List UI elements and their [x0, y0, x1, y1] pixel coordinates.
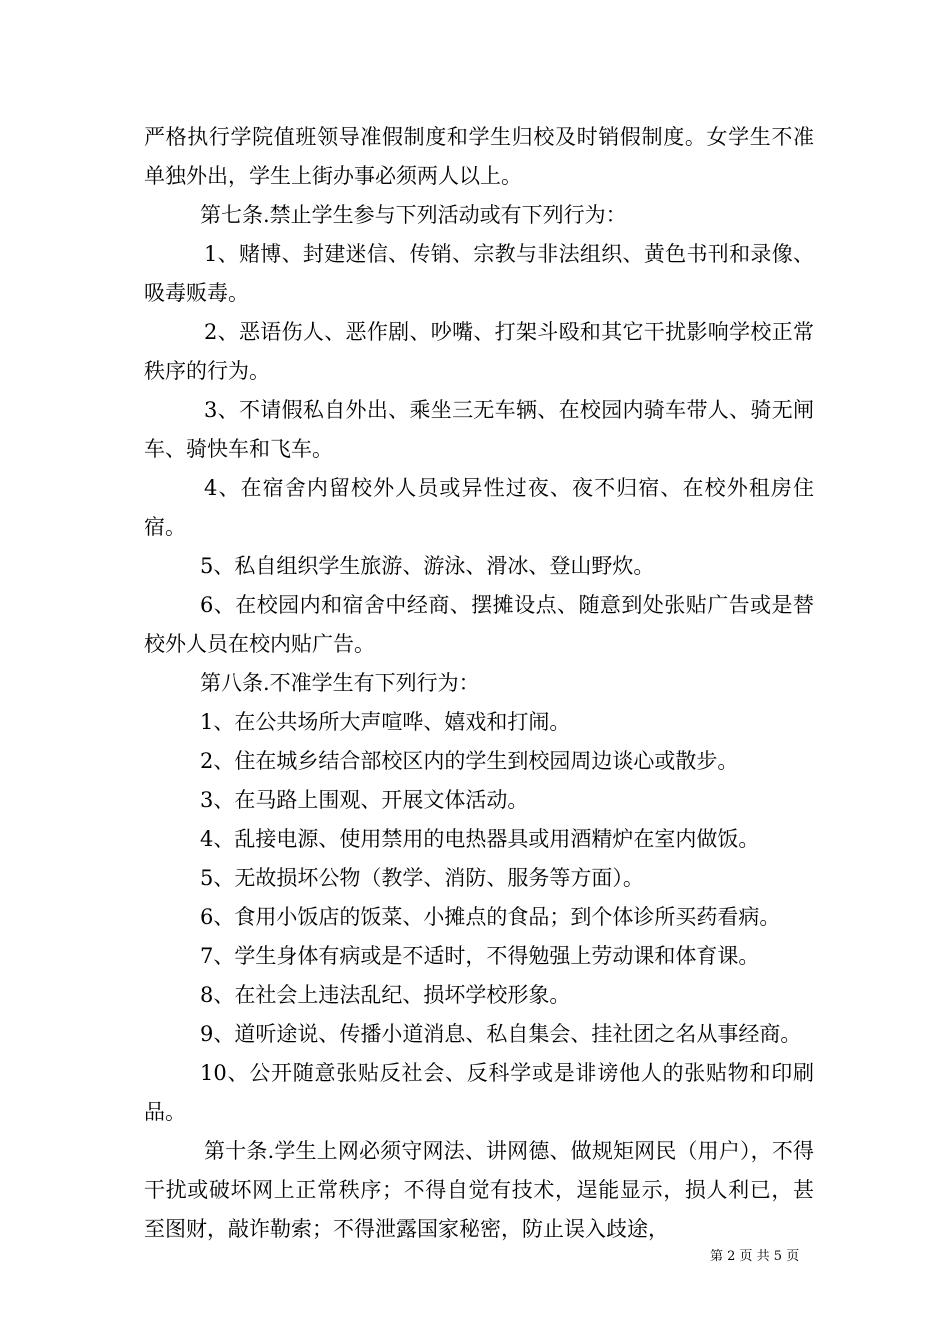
paragraph-1: 严格执行学院值班领导准假制度和学生归校及时销假制度。女学生不准单独外出，学生上街办事必须两人以上。: [144, 125, 814, 188]
document-body: [144, 118, 814, 1249]
article-7-heading: 第七条.禁止学生参与下列活动或有下列行为：: [200, 203, 627, 227]
article-7-item-1: 1、赌博、封建迷信、传销、宗教与非法组织、黄色书刊和录像、吸毒贩毒。: [144, 242, 814, 305]
article-7-item-4: 4、在宿舍内留校外人员或异性过夜、夜不归宿、在校外租房住宿。: [144, 476, 814, 539]
article-7-item-3: 3、不请假私自外出、乘坐三无车辆、在校园内骑车带人、骑无闸车、骑快车和飞车。: [144, 398, 814, 461]
article-7-item-5: 5、私自组织学生旅游、游泳、滑冰、登山野炊。: [200, 554, 655, 578]
page-number-footer: 第 2 页 共 5 页: [710, 1249, 800, 1264]
article-8-item-2: 2、住在城乡结合部校区内的学生到校园周边谈心或散步。: [200, 749, 739, 773]
article-8-heading: 第八条.不准学生有下列行为：: [200, 671, 480, 695]
article-8-item-10: 10、公开随意张贴反社会、反科学或是诽谤他人的张贴物和印刷品。: [144, 1061, 814, 1124]
article-7-item-6: 6、在校园内和宿舍中经商、摆摊设点、随意到处张贴广告或是替校外人员在校内贴广告。: [144, 593, 814, 656]
article-8-item-5: 5、无故损坏公物（教学、消防、服务等方面）。: [200, 866, 644, 890]
article-8-item-4: 4、乱接电源、使用禁用的电热器具或用酒精炉在室内做饭。: [200, 827, 760, 851]
article-8-item-7: 7、学生身体有病或是不适时，不得勉强上劳动课和体育课。: [200, 944, 760, 968]
article-8-item-1: 1、在公共场所大声喧哗、嬉戏和打闹。: [200, 710, 571, 734]
article-8-item-6: 6、食用小饭店的饭菜、小摊点的食品；到个体诊所买药看病。: [200, 905, 781, 929]
article-8-item-3: 3、在马路上围观、开展文体活动。: [200, 788, 529, 812]
article-8-item-9: 9、道听途说、传播小道消息、私自集会、挂社团之名从事经商。: [200, 1022, 802, 1046]
article-7-item-2: 2、恶语伤人、恶作剧、吵嘴、打架斗殴和其它干扰影响学校正常秩序的行为。: [144, 320, 814, 383]
article-8-item-8: 8、在社会上违法乱纪、损坏学校形象。: [200, 983, 571, 1007]
article-10-paragraph: 第十条.学生上网必须守网法、讲网德、做规矩网民（用户），不得干扰或破坏网上正常秩序；不得自觉有技术，逞能显示，损人利已，甚至图财，敲诈勒索；不得泄露国家秘密，防止误入歧途，: [144, 1139, 814, 1241]
